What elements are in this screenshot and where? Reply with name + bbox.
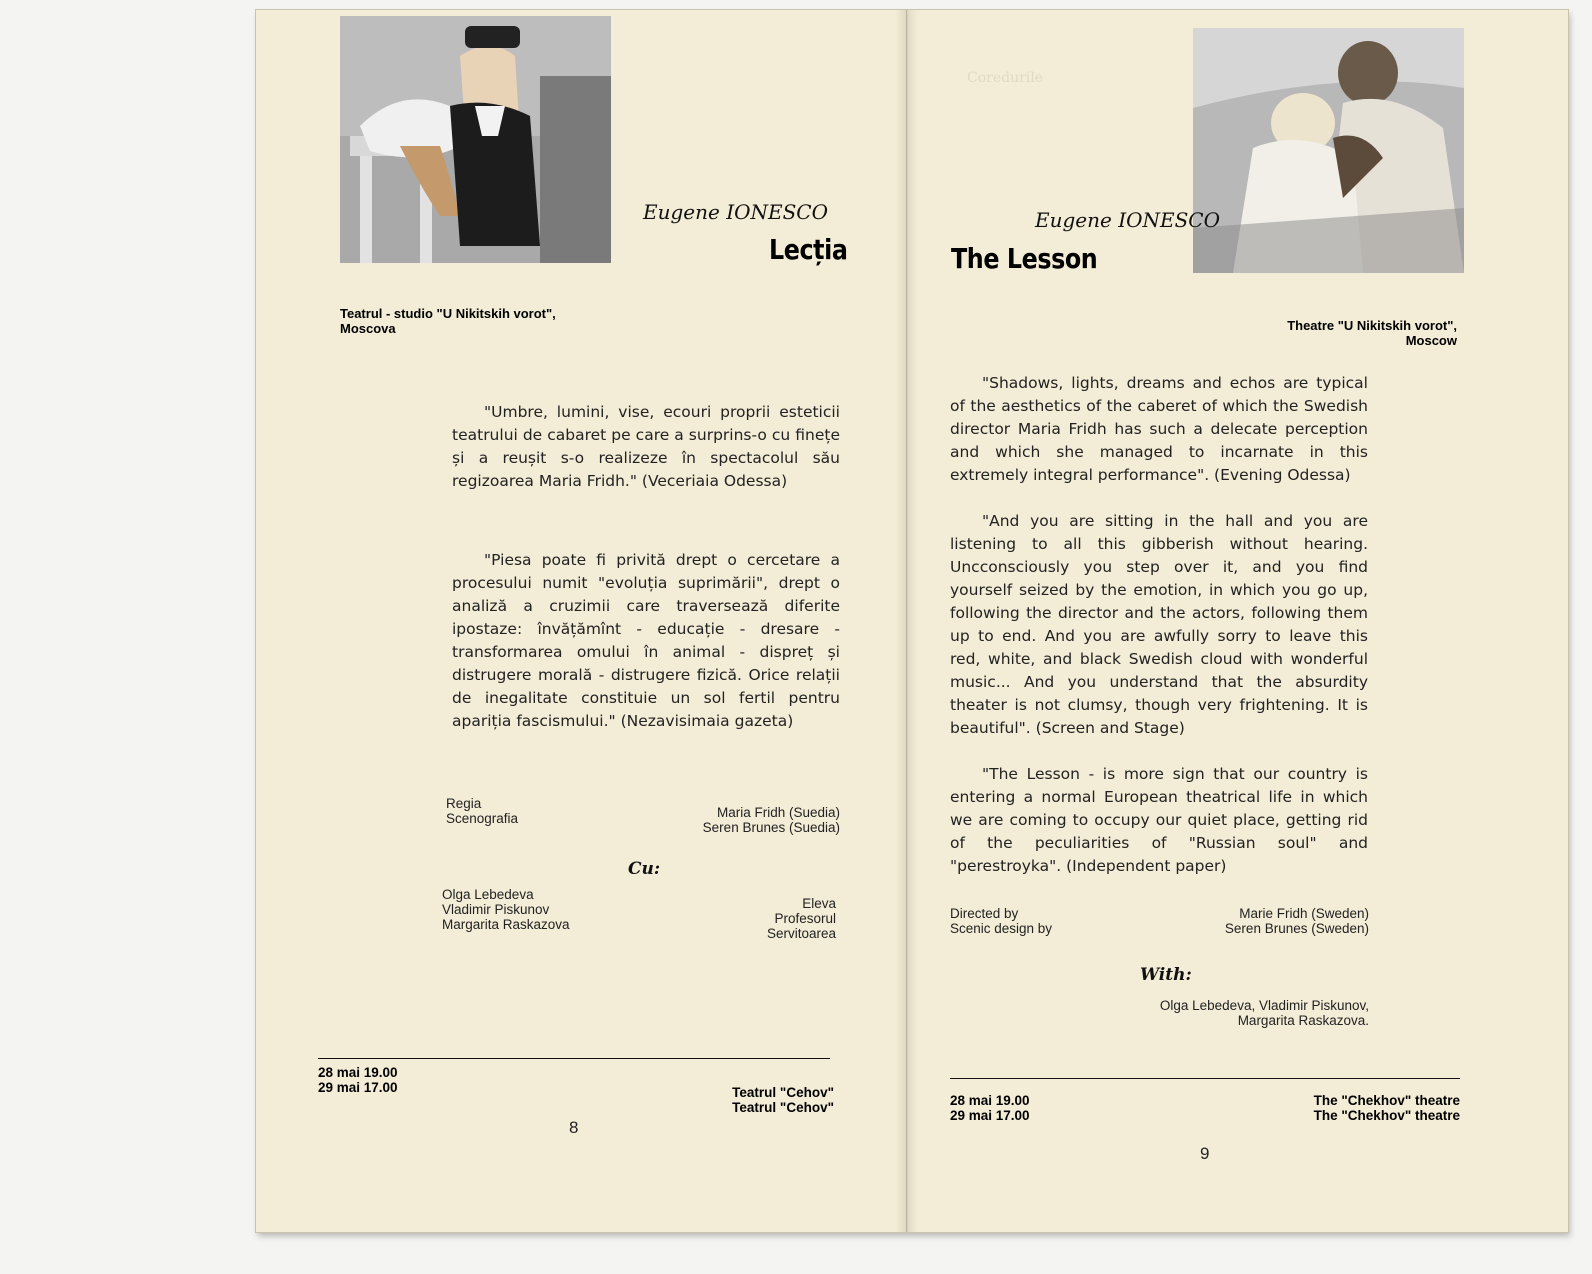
credit-value-direction: Maria Fridh (Suedia) xyxy=(716,805,840,820)
credit-value-scenic: Seren Brunes (Sweden) xyxy=(1224,921,1369,936)
performance-venue: Teatrul "Cehov" xyxy=(732,1085,834,1100)
review-quote-2: "And you are sitting in the hall and you are listening to all this gibberish without hearing. Uncconsciously you step over it, and you find yourself seized by the emotion, in which you go up, following the director and the actors, following them up to end. And you are awfully sorry to leave this red, white, and black Swedish cloud with wonderful music... And you understand that the absurdity theater is not clumsy, though very frightening. It is beautiful". (Screen and Stage) xyxy=(950,512,1368,737)
stage-photo-teacher-student-icon xyxy=(340,16,611,263)
performance-venues xyxy=(1314,1093,1460,1123)
credit-label-scenic: Scenic design by xyxy=(950,921,1053,936)
page-number: 9 xyxy=(1200,1144,1210,1163)
review-quote-3: "The Lesson - is more sign that our country is entering a normal European theatrical life in which we are coming to occupy our quiet place, getting rid of the peculiarities of "Russian soul" and "perestroyka". (Independent paper) xyxy=(950,765,1368,875)
page-number: 8 xyxy=(569,1118,579,1137)
theatre-name xyxy=(340,306,556,336)
performance-venue: Teatrul "Cehov" xyxy=(732,1100,834,1115)
page-left xyxy=(256,10,907,1232)
performance-venue: The "Chekhov" theatre xyxy=(1313,1093,1460,1108)
theatre-line-2: Moscova xyxy=(340,321,396,336)
credits-values xyxy=(1225,906,1369,936)
cast-roles xyxy=(767,896,836,941)
theatre-line-2: Moscow xyxy=(1405,333,1457,348)
review-quote-1: "Shadows, lights, dreams and echos are typical of the aesthetics of the caberet of which the Swedish director Maria Fridh has such a delecate perception and which she managed to incarnate in this extremely integral performance". (Evening Odessa) xyxy=(950,374,1368,484)
performance-venues xyxy=(732,1085,834,1115)
performance-date: 29 mai 17.00 xyxy=(318,1080,398,1095)
performance-dates xyxy=(318,1065,398,1095)
cast-name: Vladimir Piskunov xyxy=(442,902,550,917)
cast-role: Profesorul xyxy=(774,911,836,926)
cast-name: Olga Lebedeva xyxy=(442,887,534,902)
credits-labels xyxy=(950,906,1052,936)
credit-label-scenography: Scenografia xyxy=(446,811,519,826)
performance-date: 29 mai 17.00 xyxy=(950,1108,1030,1123)
credit-label-direction: Regia xyxy=(446,796,482,811)
performance-venue: The "Chekhov" theatre xyxy=(1313,1108,1460,1123)
cast-list xyxy=(1160,998,1369,1028)
cast-name: Margarita Raskazova xyxy=(442,917,570,932)
performance-date: 28 mai 19.00 xyxy=(318,1065,398,1080)
credits-values xyxy=(703,805,840,835)
theatre-name xyxy=(1287,318,1457,348)
credits-labels xyxy=(446,796,518,826)
author-name: Eugene IONESCO xyxy=(1035,208,1220,232)
footer-rule xyxy=(318,1058,830,1059)
review-quote-1: "Umbre, lumini, vise, ecouri proprii esteticii teatrului de cabaret pe care a surprins-o cu finețe și a reușit s-o realizeze în spectacolul său regizoarea Maria Fridh." (Veceriaia Odessa) xyxy=(452,403,840,490)
cast-heading: With: xyxy=(1140,965,1192,985)
performance-date: 28 mai 19.00 xyxy=(950,1093,1030,1108)
theatre-line-1: Teatrul - studio "U Nikitskih vorot", xyxy=(340,306,556,321)
stage-photo-left xyxy=(340,16,611,263)
stage-photo-embrace-icon xyxy=(1193,28,1464,273)
review-quote-2: "Piesa poate fi privită drept o cercetare a procesului numit "evoluția suprimării", drept o analiză a cruzimii care traversează diferite ipostaze: învățămînt - educație - dresare - transformarea omului în animal - dispreț și distrugere morală - distrugere fizică. Orice relații de inegalitate constituie un sol fertil pentru apariția fascismului." (Nezavisimaia gazeta) xyxy=(452,551,840,730)
footer-rule xyxy=(950,1078,1460,1079)
credit-value-director: Marie Fridh (Sweden) xyxy=(1239,906,1369,921)
page-right xyxy=(907,10,1568,1232)
cast-role: Eleva xyxy=(802,896,836,911)
cast-line-1: Olga Lebedeva, Vladimir Piskunov, xyxy=(1159,998,1369,1013)
bleed-through-text: Coredurile xyxy=(967,70,1044,86)
performance-dates xyxy=(950,1093,1030,1123)
theatre-line-1: Theatre "U Nikitskih vorot", xyxy=(1287,318,1457,333)
credit-value-scenography: Seren Brunes (Suedia) xyxy=(702,820,840,835)
booklet-spread xyxy=(256,10,1568,1232)
cast-heading: Cu: xyxy=(628,859,661,879)
cast-line-2: Margarita Raskazova. xyxy=(1237,1013,1369,1028)
cast-names xyxy=(442,887,570,932)
stage-photo-right xyxy=(1193,28,1464,273)
play-title: Lecția xyxy=(769,233,848,266)
credit-label-director: Directed by xyxy=(950,906,1019,921)
play-title: The Lesson xyxy=(951,242,1098,275)
cast-role: Servitoarea xyxy=(766,926,836,941)
author-name: Eugene IONESCO xyxy=(643,200,828,224)
